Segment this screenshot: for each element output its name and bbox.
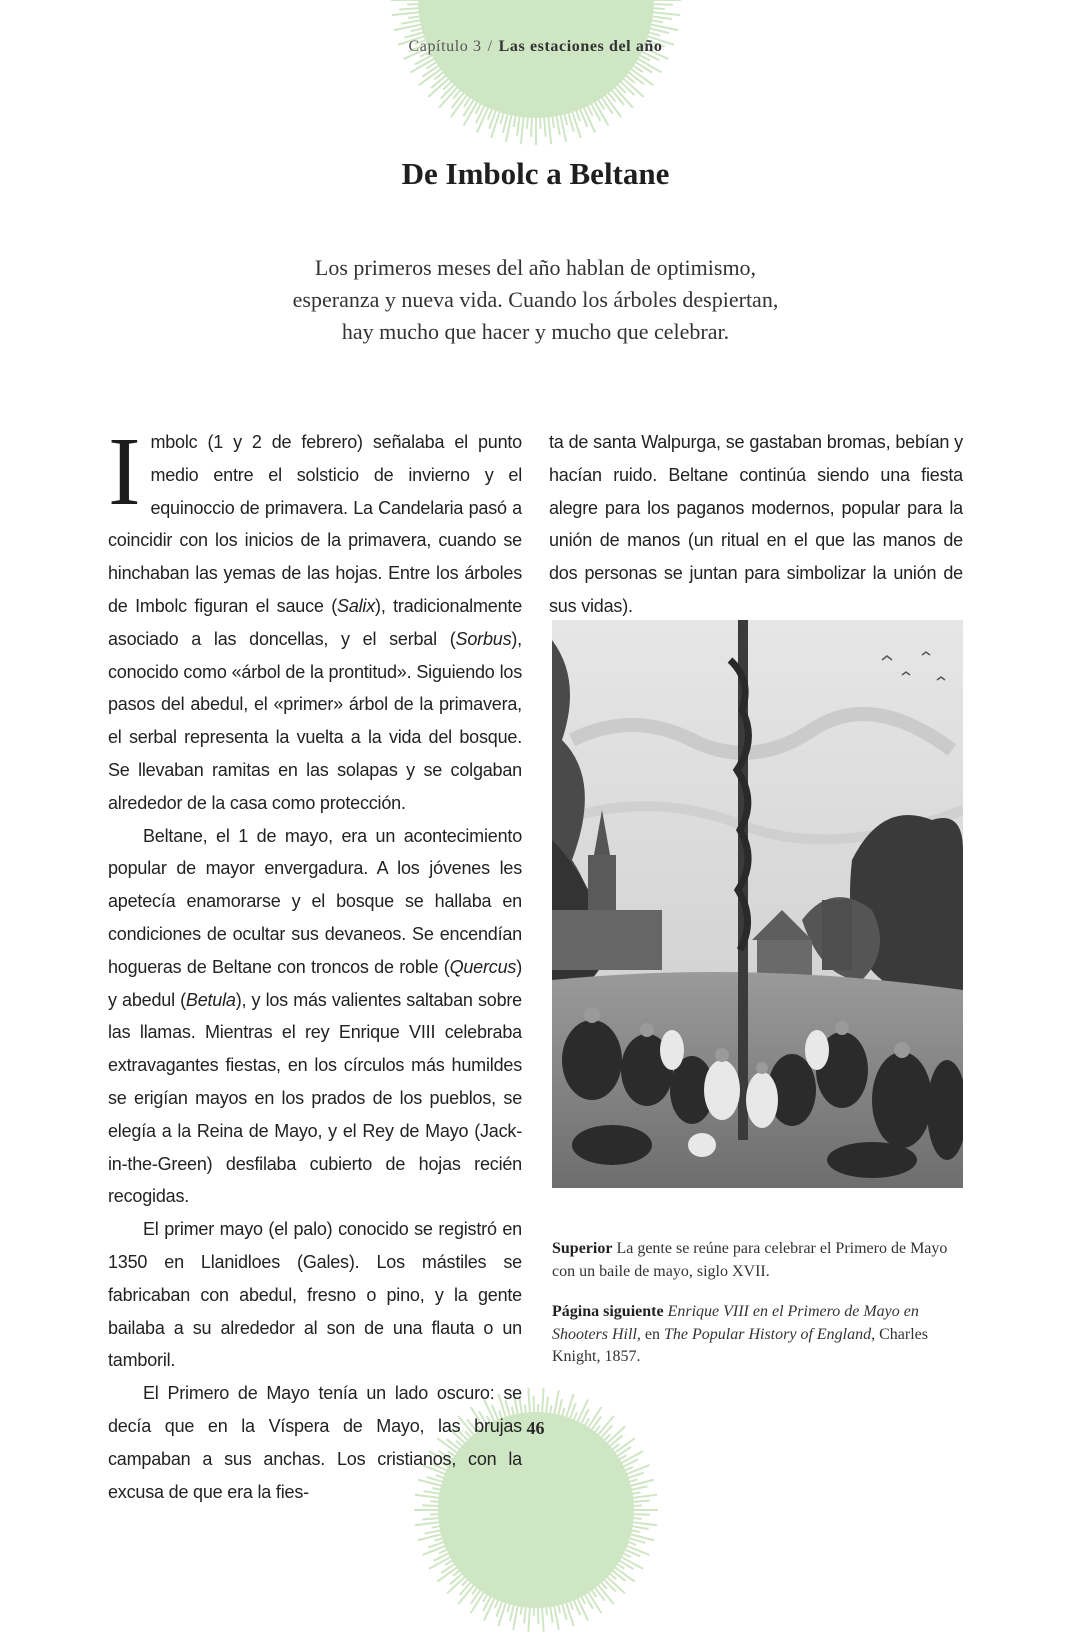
body-text: ta de santa Walpurga, se gastaban bromas, bebían y hacían ruido. Beltane continúa siendo una fiesta alegre para los paganos modernos, popular para la unión de manos (un ritual en el que las manos de dos personas se juntan para simbolizar la unión de sus vidas).: [549, 432, 963, 616]
caption-above: [552, 1238, 963, 1283]
caption-label: Superior: [552, 1240, 612, 1257]
section-label: Las estaciones del año: [499, 38, 663, 55]
body-paragraph-4-continued: [549, 426, 963, 623]
body-text: ), tradicionalmente asociado a las doncellas, y el serbal (: [108, 596, 522, 649]
caption-text: La gente se reúne para celebrar el Primero de Mayo con un baile de mayo, siglo XVII.: [552, 1240, 947, 1280]
body-text: Beltane, el 1 de mayo, era un acontecimiento popular de mayor envergadura. A los jóvenes les apetecía enamorarse y el bosque se hallaba en condiciones de ocultar sus devaneos. Se encendían hogueras de Beltane con troncos de roble (: [108, 826, 522, 977]
page-number: 46: [0, 1418, 1071, 1439]
text-column-left: [108, 426, 522, 1508]
latin-name: Sorbus: [456, 629, 512, 649]
caption-text: , en: [637, 1326, 664, 1343]
engraving-image: [552, 620, 963, 1188]
drop-cap: I: [108, 432, 140, 512]
lead-paragraph: [180, 252, 891, 348]
latin-name: Quercus: [450, 957, 517, 977]
latin-name: Salix: [337, 596, 375, 616]
page-title: De Imbolc a Beltane: [0, 156, 1071, 192]
lead-line: hay mucho que hacer y mucho que celebrar.: [180, 316, 891, 348]
lead-line: esperanza y nueva vida. Cuando los árboles despiertan,: [180, 284, 891, 316]
caption-label: Página siguiente: [552, 1303, 664, 1320]
header-separator: /: [488, 38, 493, 55]
chapter-label: Capítulo 3: [408, 38, 481, 55]
body-paragraph-3: El primer mayo (el palo) conocido se registró en 1350 en Llanidloes (Gales). Los mástiles se fabricaban con abedul, fresno o pino, y la gente bailaba a su alrededor al son de una flauta o un tamboril.: [108, 1213, 522, 1377]
sunburst-ornament-top: [386, 0, 686, 150]
maypole-engraving: [552, 620, 963, 1188]
text-column-right: [549, 426, 963, 623]
caption-next-page: [552, 1301, 963, 1369]
body-text: El Primero de Mayo tenía un lado oscuro: se decía que en la Víspera de Mayo, las brujas campaban a sus anchas. Los cristianos, con la excusa de que era la fies-: [108, 1383, 522, 1501]
caption-work-title: Enrique VIII en el Primero de Mayo en Shooters Hill: [552, 1303, 919, 1343]
body-paragraph-2: [108, 820, 522, 1214]
body-text: ), conocido como «árbol de la prontitud». Siguiendo los pasos del abedul, el «primer» árbol de la primavera, el serbal representa la vuelta a la vida del bosque. Se llevaban ramitas en las solapas y se colgaban alrededor de la casa como protección.: [108, 629, 522, 813]
latin-name: Betula: [186, 990, 236, 1010]
body-paragraph-4: [108, 1377, 522, 1508]
body-paragraph-1: [108, 426, 522, 820]
caption-book-title: The Popular History of England: [664, 1326, 871, 1343]
caption-text: , Charles Knight, 1857.: [552, 1326, 928, 1366]
body-text: ) y abedul (: [108, 957, 522, 1010]
running-header: [0, 38, 1071, 56]
lead-line: Los primeros meses del año hablan de optimismo,: [180, 252, 891, 284]
body-text: mbolc (1 y 2 de febrero) señalaba el punto medio entre el solsticio de invierno y el equinoccio de primavera. La Candelaria pasó a coincidir con los inicios de la primavera, cuando se hinchaban las yemas de las hojas. Entre los árboles de Imbolc figuran el sauce (: [108, 432, 522, 616]
body-text: ), y los más valientes saltaban sobre las llamas. Mientras el rey Enrique VIII celebraba extravagantes fiestas, en los círculos más humildes se erigían mayos en los prados de los pueblos, se elegía a la Reina de Mayo, y el Rey de Mayo (Jack-in-the-Green) desfilaba cubierto de hojas recién recogidas.: [108, 990, 522, 1207]
